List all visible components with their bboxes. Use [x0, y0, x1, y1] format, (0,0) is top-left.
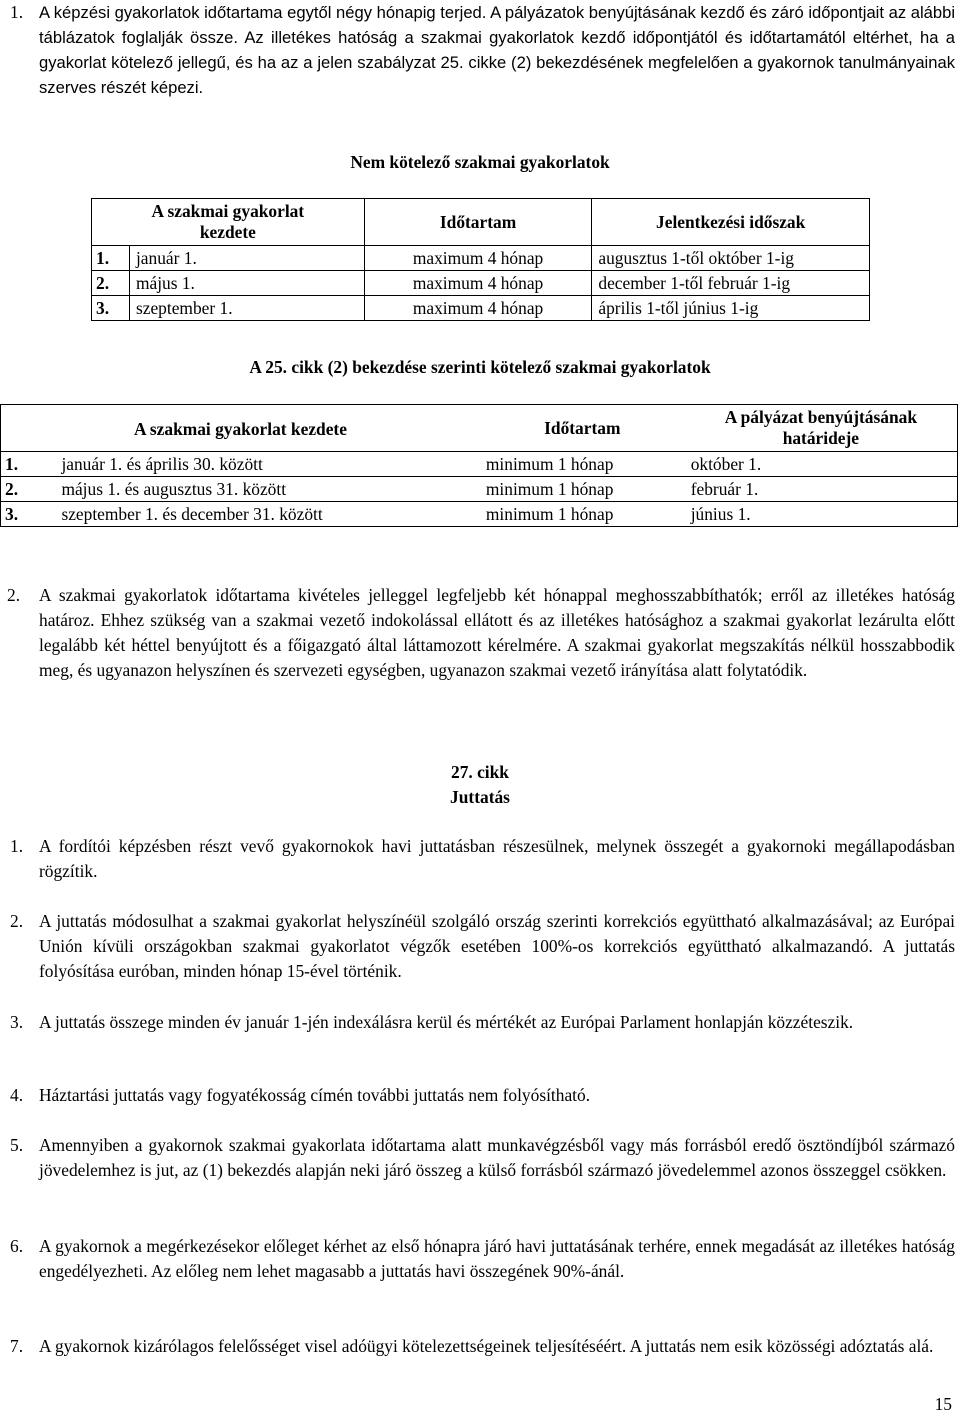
cell-start: május 1. — [129, 271, 364, 296]
table-title-optional: Nem kötelező szakmai gyakorlatok — [350, 152, 610, 172]
item-text: A gyakornok a megérkezésekor előleget kérhet az első hónapra járó havi juttatásának terhére, ennek megadását az illetékes hatóság engedélyezheti. Az előleg nem lehet magasabb a juttatás havi összegének 90%-ánál. — [39, 1236, 955, 1281]
item-number: 3. — [10, 1012, 24, 1032]
article-title: Juttatás — [450, 787, 510, 807]
cell-deadline: június 1. — [685, 502, 958, 527]
cell-deadline: február 1. — [685, 477, 958, 502]
row-number: 3. — [92, 296, 130, 321]
table-header-row — [1, 405, 958, 452]
item-text: A juttatás összege minden év január 1-jén indexálásra kerül és mértékét az Európai Parlament honlapján közzéteszik. — [39, 1012, 854, 1032]
article-item-2 — [10, 909, 955, 984]
cell-start: szeptember 1. és december 31. között — [55, 502, 479, 527]
paragraph-2 — [7, 583, 955, 683]
item-number: 4. — [10, 1085, 24, 1105]
cell-period: április 1-től június 1-ig — [592, 296, 870, 321]
cell-duration: maximum 4 hónap — [364, 246, 592, 271]
page-number: 15 — [934, 1394, 952, 1414]
col-header-start: A szakmai gyakorlat kezdete — [1, 405, 480, 452]
article-item-1 — [10, 834, 955, 884]
cell-duration: minimum 1 hónap — [480, 477, 685, 502]
item-text: Amennyiben a gyakornok szakmai gyakorlata időtartama alatt munkavégzésből vagy más forrásból eredő ösztöndíjból származó jövedelemhez is jut, az (1) bekezdés alapján neki járó összeg a külső forrásból származó jövedelemmel azonos összeggel csökken. — [39, 1135, 955, 1180]
table-row — [1, 502, 958, 527]
table-row — [92, 271, 870, 296]
item-number: 2. — [10, 911, 24, 931]
col-header-period: Jelentkezési időszak — [592, 199, 870, 246]
item-text: Háztartási juttatás vagy fogyatékosság címén további juttatás nem folyósítható. — [39, 1085, 591, 1105]
cell-period: augusztus 1-től október 1-ig — [592, 246, 870, 271]
row-number: 1. — [92, 246, 130, 271]
cell-duration: minimum 1 hónap — [480, 452, 685, 477]
cell-duration: minimum 1 hónap — [480, 502, 685, 527]
cell-duration: maximum 4 hónap — [364, 271, 592, 296]
item-text: A juttatás módosulhat a szakmai gyakorlat helyszínéül szolgáló ország szerinti korrekciós együttható alkalmazásával; az Európai Unión kívüli országokban szakmai gyakorlatot végzők esetében 100%-os korrekciós együttható alkalmazandó. A juttatás folyósítása euróban, minden hónap 15-ével történik. — [39, 911, 955, 981]
item-number: 6. — [10, 1236, 24, 1256]
item-number: 7. — [10, 1336, 24, 1356]
article-item-5 — [10, 1133, 955, 1183]
cell-start: május 1. és augusztus 31. között — [55, 477, 479, 502]
item-text: A fordítói képzésben részt vevő gyakornokok havi juttatásban részesülnek, melynek összegét a gyakornoki megállapodásban rögzítik. — [39, 836, 955, 881]
mandatory-internships-table — [0, 404, 958, 527]
cell-duration: maximum 4 hónap — [364, 296, 592, 321]
cell-start: január 1. — [129, 246, 364, 271]
row-number: 2. — [1, 477, 56, 502]
table-title-mandatory: A 25. cikk (2) bekezdése szerinti kötelező szakmai gyakorlatok — [249, 357, 711, 377]
row-number: 3. — [1, 502, 56, 527]
item-number: 5. — [10, 1135, 24, 1155]
article-item-7 — [10, 1334, 955, 1359]
paragraph-1 — [10, 0, 955, 100]
optional-internships-table — [91, 198, 870, 321]
table-header-row — [92, 199, 870, 246]
cell-deadline: október 1. — [685, 452, 958, 477]
article-item-3 — [10, 1010, 955, 1035]
article-item-4 — [10, 1083, 955, 1108]
table-row — [1, 477, 958, 502]
col-header-deadline: A pályázat benyújtásának határideje — [685, 405, 958, 452]
item-number: 1. — [10, 836, 24, 856]
table-row — [92, 246, 870, 271]
paragraph-number: 2. — [7, 585, 21, 605]
col-header-duration: Időtartam — [364, 199, 592, 246]
item-text: A gyakornok kizárólagos felelősséget visel adóügyi kötelezettségeinek teljesítéséért. A juttatás nem esik közösségi adóztatás alá. — [39, 1336, 934, 1356]
paragraph-text: A szakmai gyakorlatok időtartama kivételes jelleggel legfeljebb két hónappal meghosszabbíthatók; erről az illetékes hatóság határoz. Ehhez szükség van a szakmai vezető indokolással ellátott és az illetékes hatósághoz a szakmai gyakorlat lezárulta előtt legalább két héttel benyújtott és a főigazgató által láttamozott kérelmére. A szakmai gyakorlat megszakítás nélkül hosszabbodik meg, és ugyanazon helyszínen és szervezeti egységben, ugyanazon szakmai vezető irányítása alatt folytatódik. — [39, 585, 955, 680]
cell-period: december 1-től február 1-ig — [592, 271, 870, 296]
table-row — [1, 452, 958, 477]
row-number: 2. — [92, 271, 130, 296]
cell-start: január 1. és április 30. között — [55, 452, 479, 477]
table-row — [92, 296, 870, 321]
col-header-duration: Időtartam — [480, 405, 685, 452]
paragraph-number: 1. — [10, 2, 24, 22]
article-number: 27. cikk — [451, 762, 509, 782]
cell-start: szeptember 1. — [129, 296, 364, 321]
article-item-6 — [10, 1234, 955, 1284]
paragraph-text: A képzési gyakorlatok időtartama egytől négy hónapig terjed. A pályázatok benyújtásának kezdő és záró időpontjait az alábbi táblázatok foglalják össze. Az illetékes hatóság a szakmai gyakorlatok kezdő időpontjától és időtartamától eltérhet, ha a gyakorlat kötelező jellegű, és ha az a jelen szabályzat 25. cikke (2) bekezdésének megfelelően a gyakornok tanulmányainak szerves részét képezi. — [39, 3, 956, 97]
row-number: 1. — [1, 452, 56, 477]
col-header-start: A szakmai gyakorlat kezdete — [92, 199, 365, 246]
